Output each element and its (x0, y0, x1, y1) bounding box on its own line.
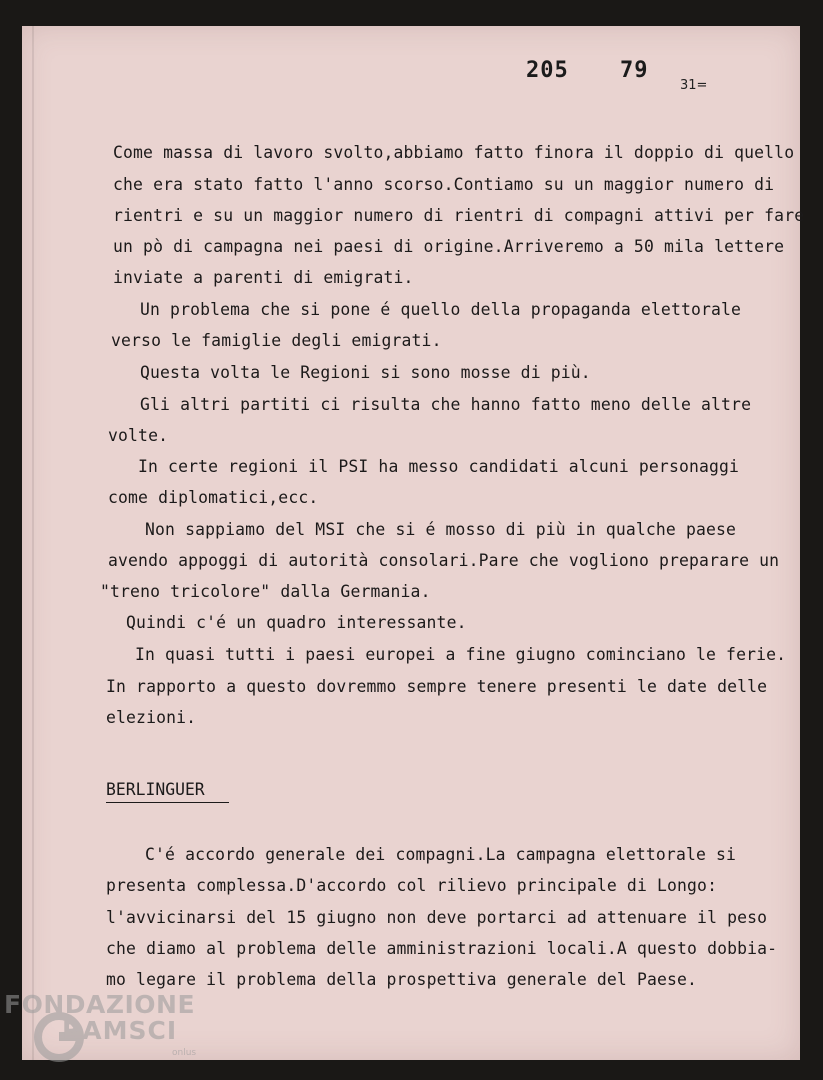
body-line: In rapporto a questo dovremmo sempre tenere presenti le date delle (106, 677, 768, 696)
body-line: volte. (108, 426, 169, 445)
watermark-line1: FONDAZIONE (4, 990, 196, 1019)
body-line: Un problema che si pone é quello della propaganda elettorale (140, 300, 742, 319)
page-number-secondary: 79 (620, 58, 649, 83)
body-line: Come massa di lavoro svolto,abbiamo fatto finora il doppio di quello (113, 143, 795, 162)
body-line: Questa volta le Regioni si sono mosse di più. (140, 363, 591, 382)
body-line: Non sappiamo del MSI che si é mosso di più in qualche paese (145, 520, 737, 539)
section-heading: BERLINGUER (106, 780, 229, 803)
watermark-suffix: onlus (172, 1048, 197, 1058)
section-line: che diamo al problema delle amministrazioni locali.A questo dobbia- (106, 939, 778, 958)
page-number-primary: 205 (526, 58, 569, 83)
body-line: In certe regioni il PSI ha messo candidati alcuni personaggi (138, 457, 740, 476)
section-line: C'é accordo generale dei compagni.La campagna elettorale si (145, 845, 737, 864)
fondazione-gramsci-watermark (4, 990, 214, 1070)
body-line: Quindi c'é un quadro interessante. (126, 613, 467, 632)
body-line: verso le famiglie degli emigrati. (111, 331, 442, 350)
handwritten-page-note: 31= (680, 78, 708, 93)
watermark-line2: RAMSCI (62, 1016, 178, 1045)
section-line: l'avvicinarsi del 15 giugno non deve portarci ad attenuare il peso (106, 908, 768, 927)
body-line: come diplomatici,ecc. (108, 488, 319, 507)
body-line: avendo appoggi di autorità consolari.Pare che vogliono preparare un (108, 551, 780, 570)
section-line: mo legare il problema della prospettiva generale del Paese. (106, 970, 698, 989)
body-line: Gli altri partiti ci risulta che hanno fatto meno delle altre (140, 395, 752, 414)
section-line: presenta complessa.D'accordo col rilievo principale di Longo: (106, 876, 718, 895)
body-line: un pò di campagna nei paesi di origine.Arriveremo a 50 mila lettere (113, 237, 785, 256)
body-line: In quasi tutti i paesi europei a fine giugno cominciano le ferie. (135, 645, 787, 664)
body-line: inviate a parenti di emigrati. (113, 268, 414, 287)
body-line: rientri e su un maggior numero di rientri di compagni attivi per fare (113, 206, 805, 225)
body-line: elezioni. (106, 708, 197, 727)
body-line: che era stato fatto l'anno scorso.Contiamo su un maggior numero di (113, 175, 775, 194)
body-line: "treno tricolore" dalla Germania. (100, 582, 431, 601)
